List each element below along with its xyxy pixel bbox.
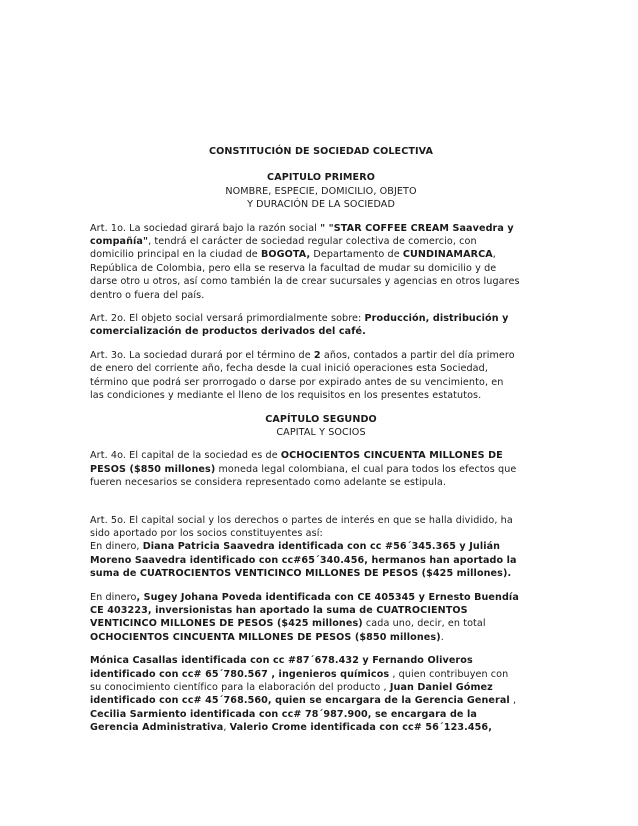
art5-text: Art. 5o. El capital social y los derechos o partes de interés en que se halla dividido, ha <box>90 514 513 526</box>
kind-text: , <box>509 695 517 707</box>
art3-text: término que podrá ser prorrogado o darse por expirado antes de su vencimiento, en <box>90 376 504 388</box>
kind-partners: Juan Daniel Gómez <box>389 682 493 693</box>
kind-partners: identificado con cc# 45´768.560, quien se encargara de la Gerencia General <box>90 695 510 707</box>
cash-investors: CE 403223, inversionistas han aportado la suma de CUATROCIENTOS <box>90 604 468 616</box>
art1-city: BOGOTA, <box>260 249 311 261</box>
art5-partners: Diana Patricia Saavedra identificada con cc #56´345.365 y Julián <box>142 541 501 553</box>
art5-text: En dinero, <box>90 541 143 553</box>
art3-text: años, contados a partir del día primero <box>320 349 515 361</box>
kind-text: su conocimiento científico para la elaboración del producto , <box>90 682 390 693</box>
art4-text: fueren necesarios se considera representado como adelante se estipula. <box>90 477 447 489</box>
art1-text: domicilio principal en la ciudad de <box>90 249 261 261</box>
cash-investors: , Sugey Johana Poveda identificada con CE 405345 y Ernesto Buendía <box>136 591 519 603</box>
art1-text: Art. 1o. La sociedad girará bajo la razón social <box>90 222 321 234</box>
cash-text: En dinero <box>90 591 137 603</box>
art1-company-name-end: compañía" <box>90 236 149 248</box>
cash-total: OCHOCIENTOS CINCUENTA MILLONES DE PESOS ($850 millones) <box>90 631 441 643</box>
chapter-one-subtitle-line2: Y DURACIÓN DE LA SOCIEDAD <box>247 199 395 211</box>
art5-text: sido aportado por los socios constituyentes así: <box>90 527 323 539</box>
document-body <box>90 145 552 745</box>
art2-object: Producción, distribución y <box>364 313 509 325</box>
kind-partners: Cecilia Sarmiento identificada con cc# 78´987.900, se encargara de la <box>90 708 477 720</box>
art1-text: , <box>492 249 496 261</box>
art3-text: de enero del corriente año, fecha desde la cual inició operaciones esta Sociedad, <box>90 363 488 375</box>
article-4 <box>90 449 552 489</box>
chapter-one-subtitle-line1: NOMBRE, ESPECIE, DOMICILIO, OBJETO <box>225 185 417 197</box>
article-1 <box>90 222 552 302</box>
art4-text: Art. 4o. El capital de la sociedad es de <box>90 450 281 462</box>
chapter-two-subtitle: CAPITAL Y SOCIOS <box>276 426 366 438</box>
cash-investors: VENTICINCO MILLONES DE PESOS ($425 millones) <box>90 618 363 630</box>
kind-text: , quien contribuyen con <box>389 668 509 680</box>
chapter-one-header <box>90 171 552 211</box>
art1-text: dentro o fuera del país. <box>90 289 205 301</box>
kind-partners: Valerio Crome identificada con cc# 56´123.456, <box>229 722 492 734</box>
paragraph-cash-investors <box>90 591 552 645</box>
art2-text: Art. 2o. El objeto social versará primordialmente sobre: <box>90 313 365 325</box>
chapter-two-heading: CAPÍTULO SEGUNDO <box>265 413 377 425</box>
art3-text: Art. 3o. La sociedad durará por el término de <box>90 349 314 361</box>
article-2 <box>90 312 552 339</box>
article-3 <box>90 349 552 403</box>
art3-term: 2 <box>313 349 321 361</box>
art1-text: darse otro u otros, así como también la de crear sucursales y agencias en otros lugares <box>90 276 520 288</box>
art3-text: las condiciones y mediante el lleno de los requisitos en los presentes estatutos. <box>90 390 482 402</box>
art5-partners: suma de CUATROCIENTOS VENTICINCO MILLONES DE PESOS ($425 millones). <box>90 568 512 580</box>
kind-partners: Gerencia Administrativa <box>90 722 224 734</box>
paragraph-in-kind-partners <box>90 654 552 734</box>
kind-partners: Mónica Casallas identificada con cc #87´678.432 y Fernando Oliveros <box>90 655 473 667</box>
art4-capital: PESOS ($850 millones) <box>90 463 216 475</box>
art1-text: Departamento de <box>310 249 403 261</box>
chapter-one-heading: CAPITULO PRIMERO <box>267 172 375 184</box>
art4-text: moneda legal colombiana, el cual para todos los efectos que <box>215 463 517 475</box>
cash-text: . <box>440 631 444 643</box>
document-title: CONSTITUCIÓN DE SOCIEDAD COLECTIVA <box>208 146 434 157</box>
cash-text: cada uno, decir, en total <box>362 618 486 630</box>
kind-text: , <box>223 722 230 734</box>
art2-object: comercialización de productos derivados del café. <box>90 326 366 338</box>
art1-text: República de Colombia, pero ella se reserva la facultad de mudar su domicilio y de <box>90 262 497 274</box>
kind-partners: identificado con cc# 65´780.567 , ingenieros químicos <box>90 668 390 680</box>
art4-capital: OCHOCIENTOS CINCUENTA MILLONES DE <box>280 450 503 462</box>
chapter-two-header <box>90 413 552 440</box>
article-5 <box>90 514 552 581</box>
art1-text: , tendrá el carácter de sociedad regular colectiva de comercio, con <box>148 236 477 248</box>
art5-partners: Moreno Saavedra identificado con cc#65´340.456, hermanos han aportado la <box>90 554 517 566</box>
art1-company-name: " "STAR COFFEE CREAM Saavedra y <box>320 222 514 234</box>
art1-department: CUNDINAMARCA <box>402 249 493 261</box>
